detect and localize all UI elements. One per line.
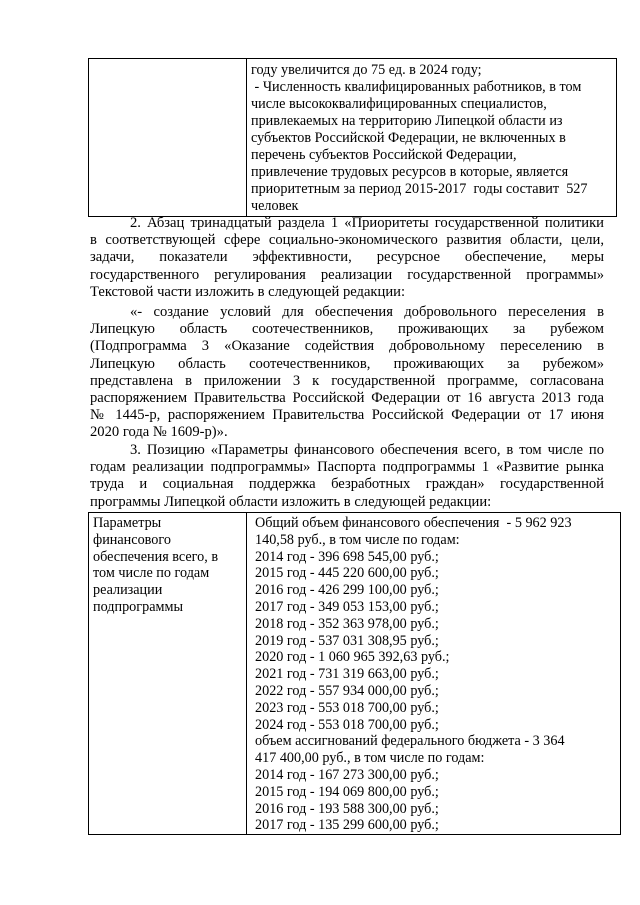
cell-line: 2020 год - 1 060 965 392,63 руб.; (255, 649, 450, 666)
table-cell-empty (89, 59, 247, 217)
cell-line: 2017 год - 135 299 600,00 руб.; (255, 817, 439, 834)
cell-line: финансового (93, 531, 171, 548)
paragraph-line: в соответствующей сфере социально-экономического развития области, цели, (90, 232, 604, 249)
cell-line: 2016 год - 193 588 300,00 руб.; (255, 800, 439, 817)
finance-values-cell (247, 513, 621, 835)
cell-line: Общий объем финансового обеспечения - 5 962 923 (255, 515, 572, 531)
cell-line: - Численность квалифицированных работников, в том (251, 79, 582, 95)
cell-line: 2014 год - 167 273 300,00 руб.; (255, 766, 439, 783)
cell-line: 2021 год - 731 319 663,00 руб.; (255, 666, 439, 683)
cell-line: числе высококвалифицированных специалистов, (251, 96, 547, 112)
paragraph-quote (90, 304, 604, 442)
indicators-table (88, 58, 617, 217)
paragraph-line: 2. Абзац тринадцатый раздела 1 «Приоритеты государственной политики (130, 215, 604, 231)
cell-line: 2015 год - 194 069 800,00 руб.; (255, 783, 439, 800)
paragraph-line: 2020 года № 1609-р)». (90, 424, 228, 441)
cell-line: 2017 год - 349 053 153,00 руб.; (255, 598, 439, 615)
paragraph-line: № 1445-р, распоряжением Правительства Российской Федерации от 17 июня (90, 407, 604, 424)
paragraph-line: государственного регулирования реализации государственной программы» (90, 266, 604, 283)
paragraph-line: Текстовой части изложить в следующей редакции: (90, 283, 406, 300)
cell-line: 2018 год - 352 363 978,00 руб.; (255, 615, 439, 632)
paragraph-line: 3. Позицию «Параметры финансового обеспечения всего, в том числе по (130, 442, 604, 458)
cell-line: объем ассигнований федерального бюджета - 3 364 (255, 733, 565, 750)
cell-line: подпрограммы (93, 598, 183, 615)
paragraph-2 (90, 215, 604, 301)
cell-line: Параметры (93, 515, 162, 531)
cell-line: реализации (93, 582, 163, 599)
cell-line: 2023 год - 553 018 700,00 руб.; (255, 699, 439, 716)
cell-line: 2022 год - 557 934 000,00 руб.; (255, 682, 439, 699)
cell-line: привлекаемых на территорию Липецкой области из (251, 113, 563, 129)
cell-line: году увеличится до 75 ед. в 2024 году; (251, 62, 482, 78)
paragraph-line: Липецкую область соотечественников, проживающих за рубежом» (90, 355, 604, 372)
cell-line: 2015 год - 445 220 600,00 руб.; (255, 565, 439, 582)
finance-table (88, 512, 621, 835)
table-row (89, 513, 621, 835)
cell-line: обеспечения всего, в (93, 548, 219, 565)
cell-line: перечень субъектов Российской Федерации, (251, 147, 517, 163)
paragraph-line: задачи, показатели эффективности, ресурсное обеспечение, меры (90, 249, 604, 266)
cell-line: 2014 год - 396 698 545,00 руб.; (255, 548, 439, 565)
table-row (89, 59, 617, 217)
cell-line: 417 400,00 руб., в том числе по годам: (255, 750, 485, 767)
cell-line: привлечение трудовых ресурсов в которые, является (251, 164, 569, 180)
paragraph-line: распоряжением Правительства Российской Федерации от 16 августа 2013 года (90, 390, 604, 407)
paragraph-line: (Подпрограмма 3 «Оказание содействия добровольному переселению в (90, 338, 604, 355)
cell-line: 2019 год - 537 031 308,95 руб.; (255, 632, 439, 649)
paragraph-line: годам реализации подпрограммы» Паспорта подпрограммы 1 «Развитие рынка (90, 459, 604, 476)
cell-line: приоритетным за период 2015-2017 годы составит 527 (251, 181, 588, 197)
paragraph-line: «- создание условий для обеспечения добровольного переселения в (130, 304, 604, 320)
cell-line: том числе по годам (93, 565, 210, 582)
paragraph-line: программы Липецкой области изложить в следующей редакции: (90, 493, 492, 510)
paragraph-line: Липецкую область соотечественников, проживающих за рубежом (90, 321, 604, 338)
cell-line: 2016 год - 426 299 100,00 руб.; (255, 582, 439, 599)
cell-line: 140,58 руб., в том числе по годам: (255, 531, 460, 548)
paragraph-line: представлена в приложении 3 к государственной программе, согласована (90, 372, 604, 389)
finance-label-cell (89, 513, 247, 835)
paragraph-3 (90, 442, 604, 511)
cell-line: 2024 год - 553 018 700,00 руб.; (255, 716, 439, 733)
table-cell-indicators (247, 59, 617, 217)
cell-line: субъектов Российской Федерации, не включенных в (251, 130, 566, 146)
paragraph-line: труда и социальная поддержка безработных граждан» государственной (90, 476, 604, 493)
cell-line: человек (251, 198, 299, 214)
